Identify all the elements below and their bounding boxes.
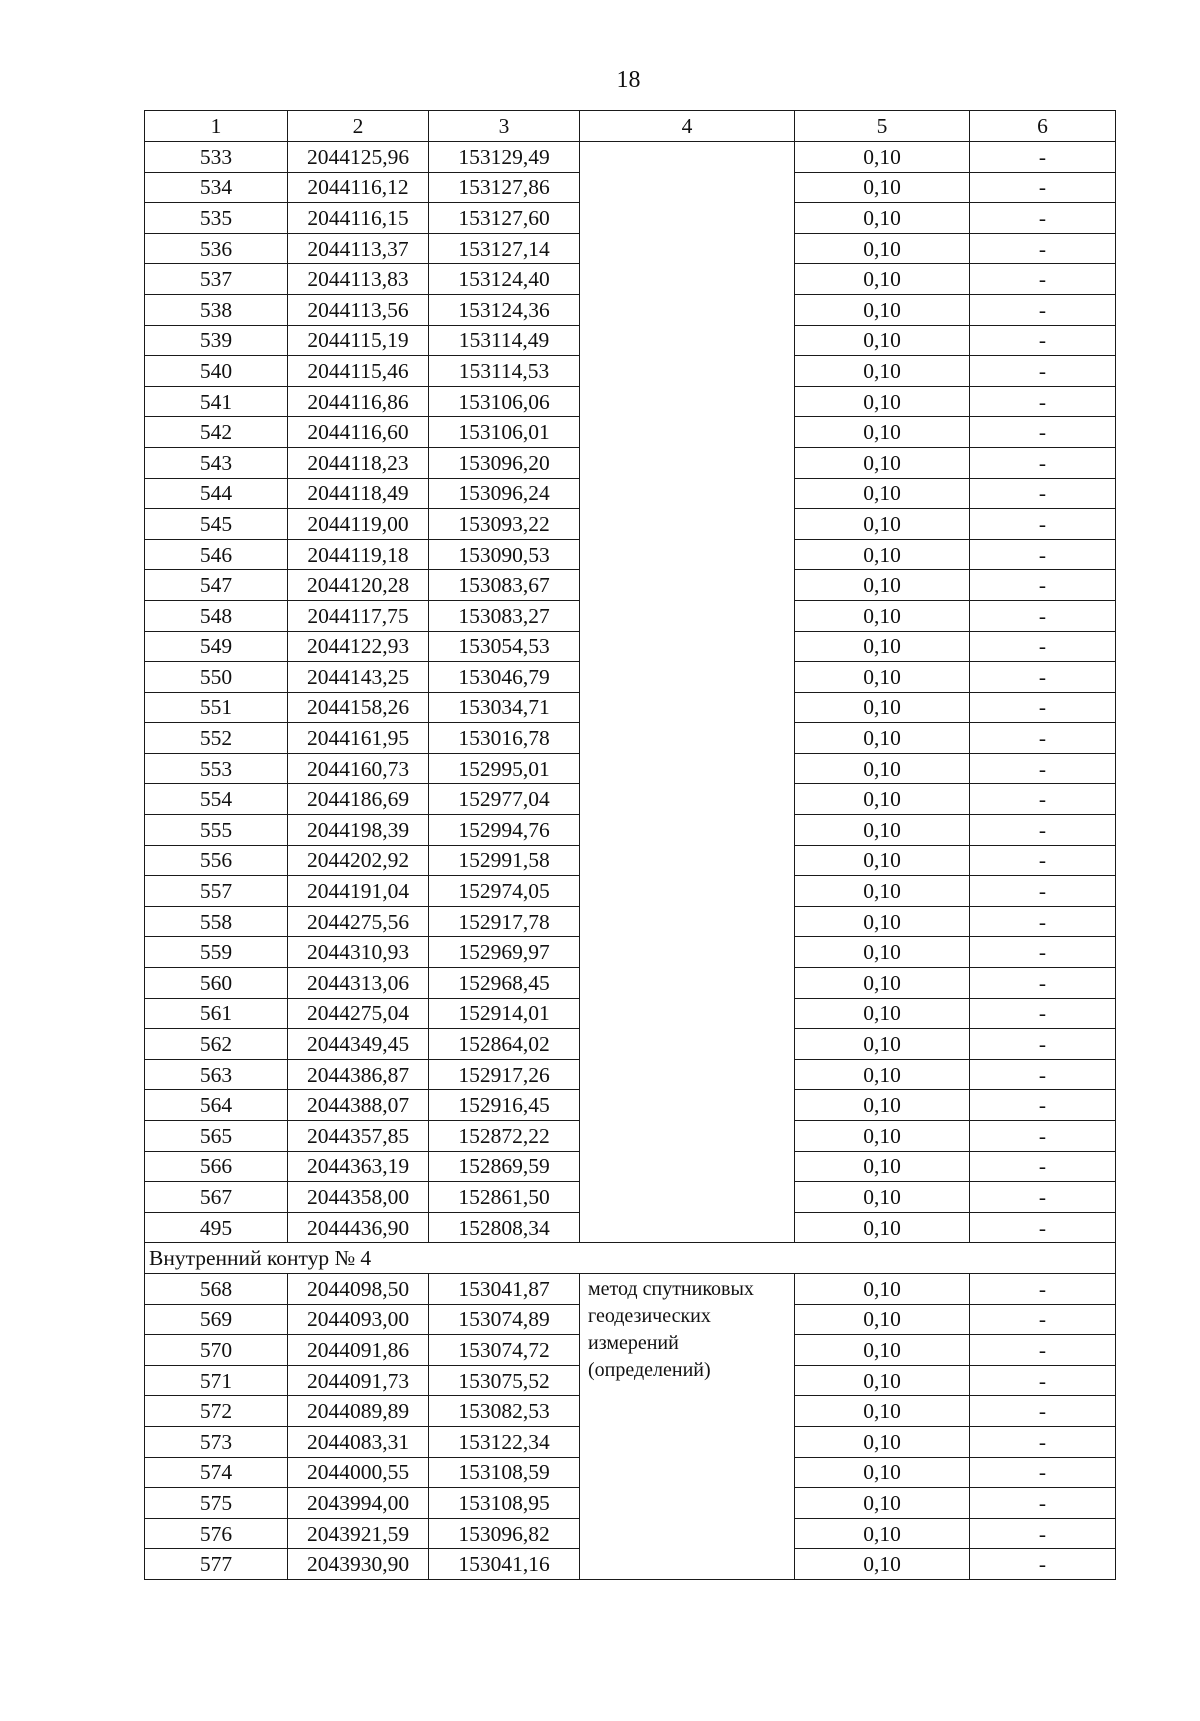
- y-coordinate: 153041,87: [429, 1273, 580, 1304]
- x-coordinate: 2044000,55: [288, 1457, 429, 1488]
- accuracy: 0,10: [795, 1029, 970, 1060]
- point-number: 560: [145, 968, 288, 999]
- point-number: 552: [145, 723, 288, 754]
- point-number: 541: [145, 386, 288, 417]
- y-coordinate: 153074,89: [429, 1304, 580, 1335]
- x-coordinate: 2044115,19: [288, 325, 429, 356]
- note: -: [970, 845, 1116, 876]
- x-coordinate: 2044436,90: [288, 1212, 429, 1243]
- x-coordinate: 2044275,56: [288, 906, 429, 937]
- y-coordinate: 153122,34: [429, 1426, 580, 1457]
- note: -: [970, 1426, 1116, 1457]
- note: -: [970, 906, 1116, 937]
- x-coordinate: 2044363,19: [288, 1151, 429, 1182]
- note: -: [970, 1151, 1116, 1182]
- method-cell: [580, 142, 795, 1243]
- point-number: 540: [145, 356, 288, 387]
- x-coordinate: 2043921,59: [288, 1518, 429, 1549]
- x-coordinate: 2044113,37: [288, 233, 429, 264]
- point-number: 572: [145, 1396, 288, 1427]
- y-coordinate: 152917,78: [429, 906, 580, 937]
- y-coordinate: 152994,76: [429, 815, 580, 846]
- accuracy: 0,10: [795, 631, 970, 662]
- accuracy: 0,10: [795, 386, 970, 417]
- x-coordinate: 2044161,95: [288, 723, 429, 754]
- accuracy: 0,10: [795, 1212, 970, 1243]
- accuracy: 0,10: [795, 264, 970, 295]
- accuracy: 0,10: [795, 1335, 970, 1366]
- accuracy: 0,10: [795, 203, 970, 234]
- y-coordinate: 153090,53: [429, 539, 580, 570]
- x-coordinate: 2044198,39: [288, 815, 429, 846]
- accuracy: 0,10: [795, 1090, 970, 1121]
- y-coordinate: 152861,50: [429, 1182, 580, 1213]
- column-header-5: 5: [795, 111, 970, 142]
- header-row: [145, 111, 1116, 142]
- x-coordinate: 2044119,00: [288, 509, 429, 540]
- point-number: 563: [145, 1059, 288, 1090]
- point-number: 542: [145, 417, 288, 448]
- x-coordinate: 2044202,92: [288, 845, 429, 876]
- point-number: 562: [145, 1029, 288, 1060]
- x-coordinate: 2044313,06: [288, 968, 429, 999]
- accuracy: 0,10: [795, 447, 970, 478]
- y-coordinate: 152914,01: [429, 998, 580, 1029]
- x-coordinate: 2044116,15: [288, 203, 429, 234]
- y-coordinate: 153054,53: [429, 631, 580, 662]
- accuracy: 0,10: [795, 937, 970, 968]
- y-coordinate: 153096,24: [429, 478, 580, 509]
- y-coordinate: 152969,97: [429, 937, 580, 968]
- x-coordinate: 2044120,28: [288, 570, 429, 601]
- y-coordinate: 153083,27: [429, 600, 580, 631]
- note: -: [970, 325, 1116, 356]
- point-number: 550: [145, 662, 288, 693]
- y-coordinate: 153114,49: [429, 325, 580, 356]
- x-coordinate: 2043930,90: [288, 1549, 429, 1580]
- y-coordinate: 153074,72: [429, 1335, 580, 1366]
- note: -: [970, 294, 1116, 325]
- note: -: [970, 1396, 1116, 1427]
- note: -: [970, 570, 1116, 601]
- accuracy: 0,10: [795, 294, 970, 325]
- page-number: 18: [616, 67, 641, 93]
- accuracy: 0,10: [795, 142, 970, 173]
- point-number: 569: [145, 1304, 288, 1335]
- x-coordinate: 2044117,75: [288, 600, 429, 631]
- point-number: 534: [145, 172, 288, 203]
- point-number: 559: [145, 937, 288, 968]
- x-coordinate: 2044349,45: [288, 1029, 429, 1060]
- point-number: 553: [145, 753, 288, 784]
- point-number: 567: [145, 1182, 288, 1213]
- y-coordinate: 153127,86: [429, 172, 580, 203]
- note: -: [970, 1488, 1116, 1519]
- note: -: [970, 968, 1116, 999]
- accuracy: 0,10: [795, 1365, 970, 1396]
- accuracy: 0,10: [795, 815, 970, 846]
- x-coordinate: 2044358,00: [288, 1182, 429, 1213]
- point-number: 546: [145, 539, 288, 570]
- note: -: [970, 876, 1116, 907]
- note: -: [970, 1090, 1116, 1121]
- note: -: [970, 1518, 1116, 1549]
- x-coordinate: 2044118,49: [288, 478, 429, 509]
- point-number: 547: [145, 570, 288, 601]
- point-number: 564: [145, 1090, 288, 1121]
- y-coordinate: 153106,01: [429, 417, 580, 448]
- point-number: 551: [145, 692, 288, 723]
- note: -: [970, 1335, 1116, 1366]
- x-coordinate: 2044093,00: [288, 1304, 429, 1335]
- y-coordinate: 153046,79: [429, 662, 580, 693]
- note: -: [970, 447, 1116, 478]
- point-number: 561: [145, 998, 288, 1029]
- note: -: [970, 509, 1116, 540]
- y-coordinate: 153083,67: [429, 570, 580, 601]
- column-header-1: 1: [145, 111, 288, 142]
- point-number: 548: [145, 600, 288, 631]
- x-coordinate: 2044275,04: [288, 998, 429, 1029]
- point-number: 570: [145, 1335, 288, 1366]
- point-number: 495: [145, 1212, 288, 1243]
- x-coordinate: 2044143,25: [288, 662, 429, 693]
- note: -: [970, 937, 1116, 968]
- point-number: 568: [145, 1273, 288, 1304]
- point-number: 539: [145, 325, 288, 356]
- accuracy: 0,10: [795, 692, 970, 723]
- note: -: [970, 1365, 1116, 1396]
- section-row: [145, 1243, 1116, 1274]
- point-number: 557: [145, 876, 288, 907]
- point-number: 538: [145, 294, 288, 325]
- point-number: 565: [145, 1121, 288, 1152]
- x-coordinate: 2044098,50: [288, 1273, 429, 1304]
- y-coordinate: 153096,82: [429, 1518, 580, 1549]
- x-coordinate: 2044310,93: [288, 937, 429, 968]
- column-header-2: 2: [288, 111, 429, 142]
- accuracy: 0,10: [795, 1549, 970, 1580]
- accuracy: 0,10: [795, 1518, 970, 1549]
- x-coordinate: 2044116,86: [288, 386, 429, 417]
- x-coordinate: 2044116,12: [288, 172, 429, 203]
- point-number: 554: [145, 784, 288, 815]
- accuracy: 0,10: [795, 172, 970, 203]
- x-coordinate: 2044158,26: [288, 692, 429, 723]
- column-header-6: 6: [970, 111, 1116, 142]
- point-number: 537: [145, 264, 288, 295]
- point-number: 545: [145, 509, 288, 540]
- accuracy: 0,10: [795, 1457, 970, 1488]
- y-coordinate: 153075,52: [429, 1365, 580, 1396]
- note: -: [970, 386, 1116, 417]
- note: -: [970, 815, 1116, 846]
- note: -: [970, 478, 1116, 509]
- x-coordinate: 2044113,83: [288, 264, 429, 295]
- y-coordinate: 152872,22: [429, 1121, 580, 1152]
- table-row: [145, 142, 1116, 173]
- x-coordinate: 2044118,23: [288, 447, 429, 478]
- accuracy: 0,10: [795, 539, 970, 570]
- x-coordinate: 2044119,18: [288, 539, 429, 570]
- y-coordinate: 153108,95: [429, 1488, 580, 1519]
- point-number: 533: [145, 142, 288, 173]
- x-coordinate: 2044091,86: [288, 1335, 429, 1366]
- note: -: [970, 1121, 1116, 1152]
- accuracy: 0,10: [795, 1304, 970, 1335]
- point-number: 576: [145, 1518, 288, 1549]
- method-cell: [580, 1273, 795, 1579]
- note: -: [970, 1029, 1116, 1060]
- y-coordinate: 153093,22: [429, 509, 580, 540]
- point-number: 573: [145, 1426, 288, 1457]
- note: -: [970, 1059, 1116, 1090]
- x-coordinate: 2044091,73: [288, 1365, 429, 1396]
- note: -: [970, 142, 1116, 173]
- y-coordinate: 153034,71: [429, 692, 580, 723]
- x-coordinate: 2044186,69: [288, 784, 429, 815]
- x-coordinate: 2044160,73: [288, 753, 429, 784]
- accuracy: 0,10: [795, 1488, 970, 1519]
- accuracy: 0,10: [795, 1059, 970, 1090]
- accuracy: 0,10: [795, 1426, 970, 1457]
- point-number: 544: [145, 478, 288, 509]
- accuracy: 0,10: [795, 845, 970, 876]
- point-number: 535: [145, 203, 288, 234]
- point-number: 549: [145, 631, 288, 662]
- accuracy: 0,10: [795, 1151, 970, 1182]
- point-number: 566: [145, 1151, 288, 1182]
- accuracy: 0,10: [795, 600, 970, 631]
- accuracy: 0,10: [795, 998, 970, 1029]
- x-coordinate: 2044115,46: [288, 356, 429, 387]
- accuracy: 0,10: [795, 356, 970, 387]
- note: -: [970, 662, 1116, 693]
- accuracy: 0,10: [795, 417, 970, 448]
- point-number: 577: [145, 1549, 288, 1580]
- point-number: 556: [145, 845, 288, 876]
- coordinates-table: [144, 110, 1116, 1580]
- accuracy: 0,10: [795, 723, 970, 754]
- point-number: 558: [145, 906, 288, 937]
- x-coordinate: 2044113,56: [288, 294, 429, 325]
- y-coordinate: 152869,59: [429, 1151, 580, 1182]
- y-coordinate: 152808,34: [429, 1212, 580, 1243]
- accuracy: 0,10: [795, 233, 970, 264]
- note: -: [970, 692, 1116, 723]
- accuracy: 0,10: [795, 876, 970, 907]
- x-coordinate: 2044122,93: [288, 631, 429, 662]
- y-coordinate: 153127,14: [429, 233, 580, 264]
- y-coordinate: 153108,59: [429, 1457, 580, 1488]
- y-coordinate: 152968,45: [429, 968, 580, 999]
- y-coordinate: 153114,53: [429, 356, 580, 387]
- y-coordinate: 152917,26: [429, 1059, 580, 1090]
- accuracy: 0,10: [795, 570, 970, 601]
- note: -: [970, 264, 1116, 295]
- x-coordinate: 2044388,07: [288, 1090, 429, 1121]
- note: -: [970, 1549, 1116, 1580]
- point-number: 571: [145, 1365, 288, 1396]
- note: -: [970, 600, 1116, 631]
- x-coordinate: 2044191,04: [288, 876, 429, 907]
- point-number: 575: [145, 1488, 288, 1519]
- y-coordinate: 153016,78: [429, 723, 580, 754]
- note: -: [970, 233, 1116, 264]
- x-coordinate: 2044116,60: [288, 417, 429, 448]
- y-coordinate: 152977,04: [429, 784, 580, 815]
- note: -: [970, 1182, 1116, 1213]
- accuracy: 0,10: [795, 753, 970, 784]
- y-coordinate: 153096,20: [429, 447, 580, 478]
- note: -: [970, 784, 1116, 815]
- note: -: [970, 998, 1116, 1029]
- x-coordinate: 2044125,96: [288, 142, 429, 173]
- point-number: 543: [145, 447, 288, 478]
- y-coordinate: 153127,60: [429, 203, 580, 234]
- y-coordinate: 152974,05: [429, 876, 580, 907]
- accuracy: 0,10: [795, 784, 970, 815]
- y-coordinate: 153106,06: [429, 386, 580, 417]
- y-coordinate: 152916,45: [429, 1090, 580, 1121]
- y-coordinate: 153082,53: [429, 1396, 580, 1427]
- x-coordinate: 2044357,85: [288, 1121, 429, 1152]
- note: -: [970, 417, 1116, 448]
- note: -: [970, 1457, 1116, 1488]
- accuracy: 0,10: [795, 662, 970, 693]
- note: -: [970, 631, 1116, 662]
- point-number: 555: [145, 815, 288, 846]
- column-header-3: 3: [429, 111, 580, 142]
- accuracy: 0,10: [795, 1182, 970, 1213]
- y-coordinate: 153124,40: [429, 264, 580, 295]
- accuracy: 0,10: [795, 968, 970, 999]
- x-coordinate: 2044089,89: [288, 1396, 429, 1427]
- x-coordinate: 2044386,87: [288, 1059, 429, 1090]
- accuracy: 0,10: [795, 1273, 970, 1304]
- accuracy: 0,10: [795, 906, 970, 937]
- note: -: [970, 1304, 1116, 1335]
- section-title: Внутренний контур № 4: [145, 1243, 1116, 1274]
- y-coordinate: 152991,58: [429, 845, 580, 876]
- note: -: [970, 1212, 1116, 1243]
- accuracy: 0,10: [795, 1396, 970, 1427]
- note: -: [970, 753, 1116, 784]
- table-row: [145, 1273, 1116, 1304]
- y-coordinate: 152864,02: [429, 1029, 580, 1060]
- y-coordinate: 153041,16: [429, 1549, 580, 1580]
- y-coordinate: 152995,01: [429, 753, 580, 784]
- y-coordinate: 153129,49: [429, 142, 580, 173]
- x-coordinate: 2043994,00: [288, 1488, 429, 1519]
- method-text: метод спутниковых геодезических измерений (определений): [588, 1277, 754, 1381]
- accuracy: 0,10: [795, 325, 970, 356]
- column-header-4: 4: [580, 111, 795, 142]
- accuracy: 0,10: [795, 509, 970, 540]
- note: -: [970, 172, 1116, 203]
- point-number: 536: [145, 233, 288, 264]
- x-coordinate: 2044083,31: [288, 1426, 429, 1457]
- note: -: [970, 203, 1116, 234]
- accuracy: 0,10: [795, 478, 970, 509]
- note: -: [970, 723, 1116, 754]
- note: -: [970, 539, 1116, 570]
- point-number: 574: [145, 1457, 288, 1488]
- note: -: [970, 1273, 1116, 1304]
- note: -: [970, 356, 1116, 387]
- y-coordinate: 153124,36: [429, 294, 580, 325]
- accuracy: 0,10: [795, 1121, 970, 1152]
